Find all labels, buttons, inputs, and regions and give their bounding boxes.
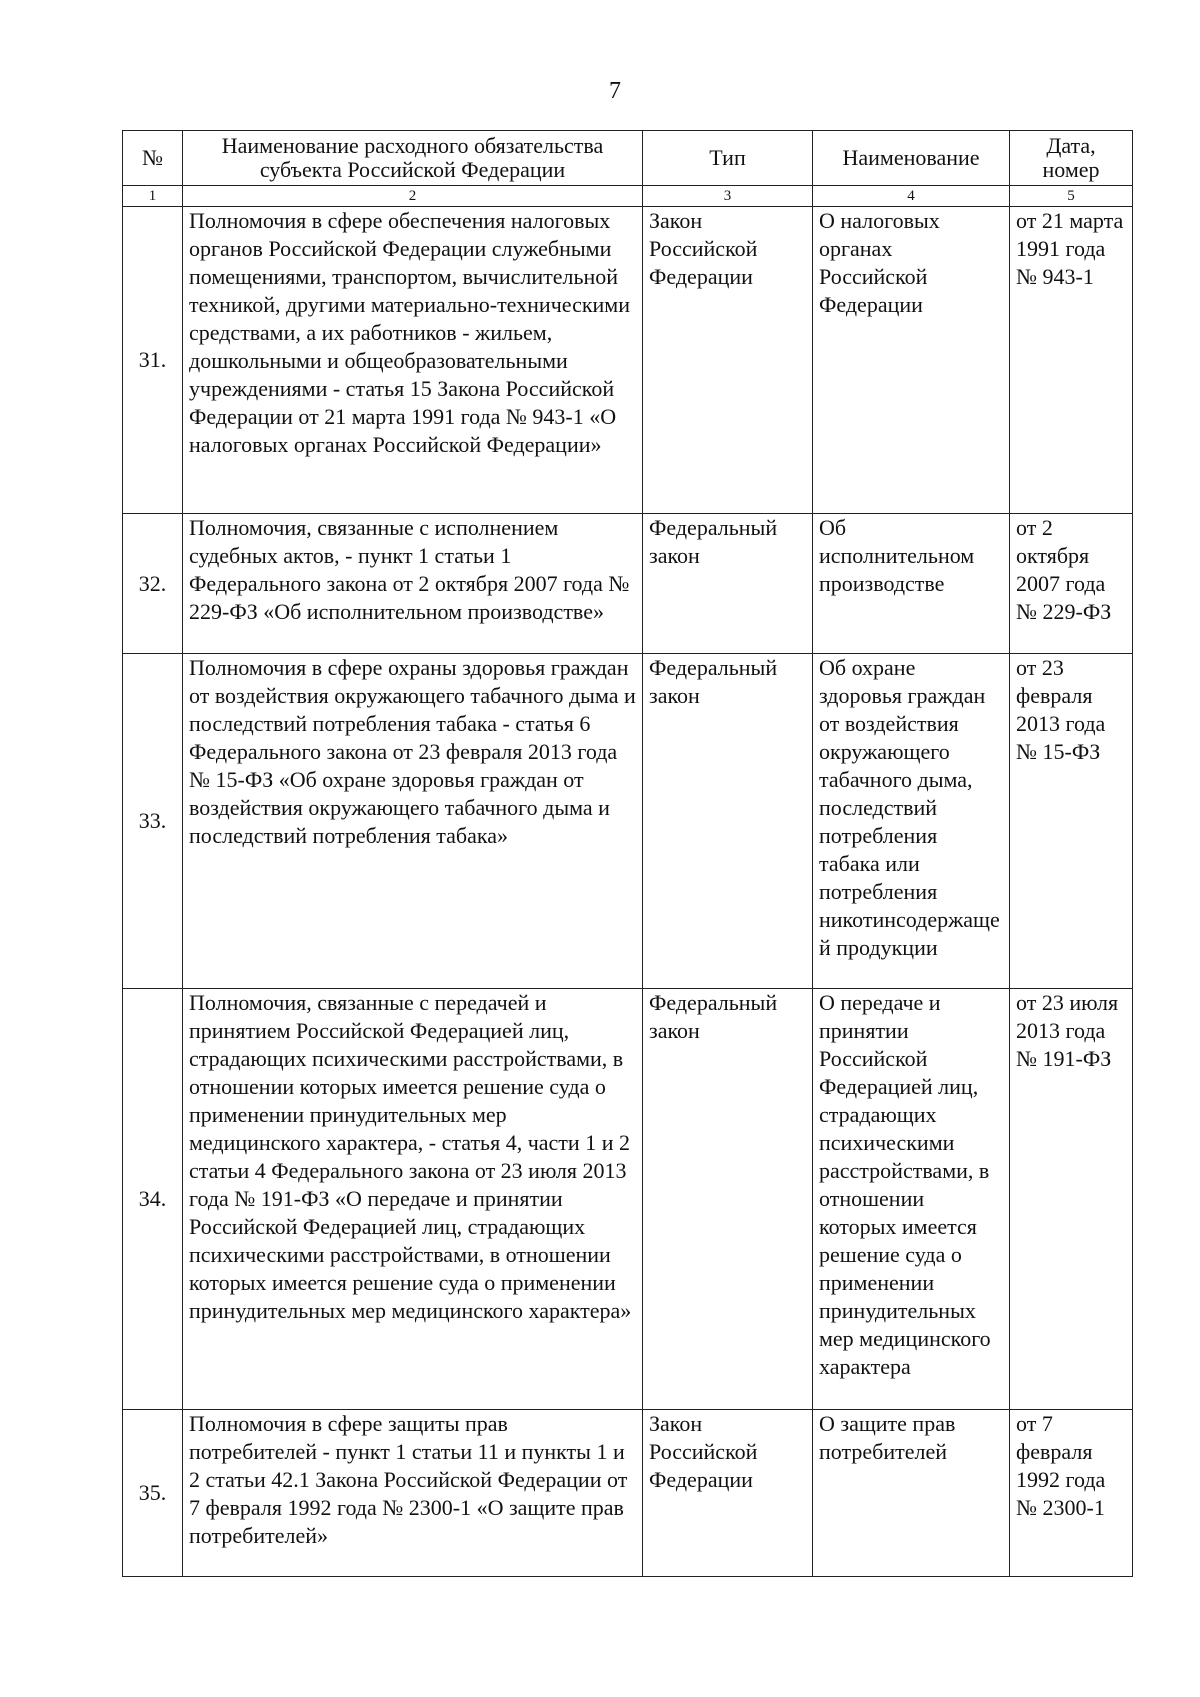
date-number-cell: от 7 февраля 1992 года № 2300-1	[1010, 1410, 1133, 1577]
column-number: 2	[183, 186, 643, 207]
table-row	[123, 1410, 1133, 1577]
table-row	[123, 989, 1133, 1410]
header-date-number: Дата, номер	[1010, 131, 1133, 186]
row-number: 32.	[123, 514, 183, 654]
row-number: 33.	[123, 654, 183, 989]
type-cell: Закон Российской Федерации	[643, 1410, 813, 1577]
obligation-cell: Полномочия в сфере охраны здоровья граждан от воздействия окружающего табачного дыма и последствий потребления табака - статья 6 Федерального закона от 23 февраля 2013 года № 15-ФЗ «Об охране здоровья граждан от воздействия окружающего табачного дыма и последствий потребления табака»	[183, 654, 643, 989]
row-number: 31.	[123, 207, 183, 514]
name-cell: О передаче и принятии Российской Федерацией лиц, страдающих психическими расстройствами, в отношении которых имеется решение суда о применении принудительных мер медицинского характера	[813, 989, 1010, 1410]
name-cell: Об исполнительном производстве	[813, 514, 1010, 654]
table-header-row	[123, 131, 1133, 186]
obligations-table	[122, 130, 1133, 1577]
type-cell: Федеральный закон	[643, 514, 813, 654]
row-number: 35.	[123, 1410, 183, 1577]
date-number-cell: от 23 февраля 2013 года № 15-ФЗ	[1010, 654, 1133, 989]
row-number: 34.	[123, 989, 183, 1410]
column-number: 4	[813, 186, 1010, 207]
type-cell: Федеральный закон	[643, 989, 813, 1410]
type-cell: Закон Российской Федерации	[643, 207, 813, 514]
name-cell: Об охране здоровья граждан от воздействия окружающего табачного дыма, последствий потребления табака или потребления никотинсодержащей продукции	[813, 654, 1010, 989]
header-number: №	[123, 131, 183, 186]
column-number: 1	[123, 186, 183, 207]
obligation-cell: Полномочия в сфере обеспечения налоговых органов Российской Федерации служебными помещениями, транспортом, вычислительной техникой, другими материально-техническими средствами, а их работников - жильем, дошкольными и общеобразовательными учреждениями - статья 15 Закона Российской Федерации от 21 марта 1991 года № 943-1 «О налоговых органах Российской Федерации»	[183, 207, 643, 514]
type-cell: Федеральный закон	[643, 654, 813, 989]
obligation-cell: Полномочия в сфере защиты прав потребителей - пункт 1 статьи 11 и пункты 1 и 2 статьи 42.1 Закона Российской Федерации от 7 февраля 1992 года № 2300-1 «О защите прав потребителей»	[183, 1410, 643, 1577]
obligation-cell: Полномочия, связанные с передачей и принятием Российской Федерацией лиц, страдающих психическими расстройствами, в отношении которых имеется решение суда о применении принудительных мер медицинского характера, - статья 4, части 1 и 2 статьи 4 Федерального закона от 23 июля 2013 года № 191-ФЗ «О передаче и принятии Российской Федерацией лиц, страдающих психическими расстройствами, в отношении которых имеется решение суда о применении принудительных мер медицинского характера»	[183, 989, 643, 1410]
date-number-cell: от 21 марта 1991 года № 943-1	[1010, 207, 1133, 514]
header-type: Тип	[643, 131, 813, 186]
table-row	[123, 654, 1133, 989]
column-number: 5	[1010, 186, 1133, 207]
date-number-cell: от 23 июля 2013 года № 191-ФЗ	[1010, 989, 1133, 1410]
page-number: 7	[609, 78, 621, 104]
header-name: Наименование	[813, 131, 1010, 186]
obligation-cell: Полномочия, связанные с исполнением судебных актов, - пункт 1 статьи 1 Федерального закона от 2 октября 2007 года № 229-ФЗ «Об исполнительном производстве»	[183, 514, 643, 654]
table-row	[123, 207, 1133, 514]
table-row	[123, 514, 1133, 654]
column-number: 3	[643, 186, 813, 207]
name-cell: О защите прав потребителей	[813, 1410, 1010, 1577]
column-numbers-row	[123, 186, 1133, 207]
header-obligation: Наименование расходного обязательства субъекта Российской Федерации	[183, 131, 643, 186]
date-number-cell: от 2 октября 2007 года № 229-ФЗ	[1010, 514, 1133, 654]
name-cell: О налоговых органах Российской Федерации	[813, 207, 1010, 514]
